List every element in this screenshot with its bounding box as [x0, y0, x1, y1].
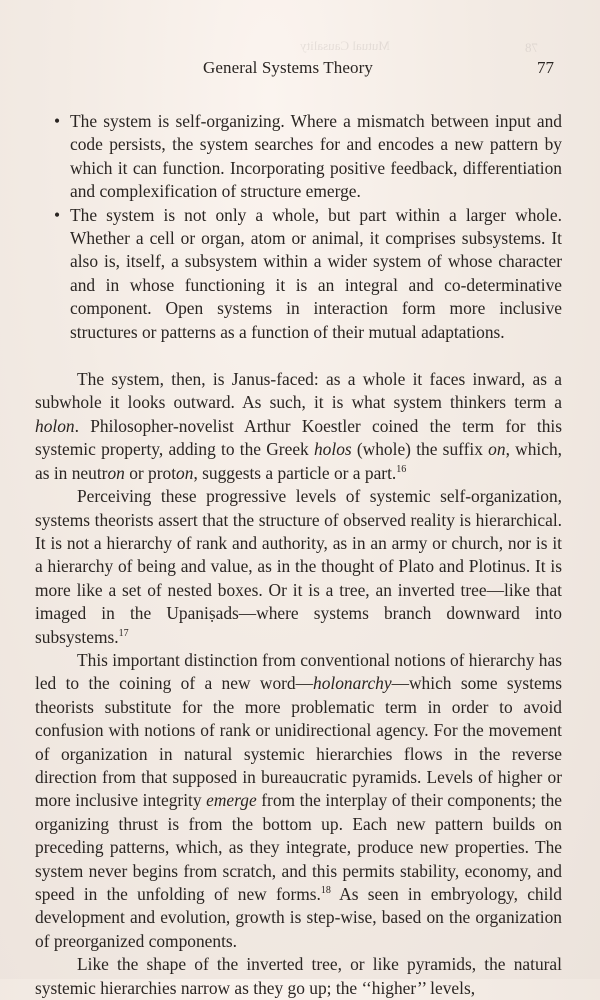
italic-term-on: on: [176, 462, 194, 483]
paragraph-hierarchical: [35, 485, 562, 649]
bullet-text: The system is self-organizing. Where a mismatch between input and code persists, the system searches for and encodes a new pattern by which it can function. Incorporating positive feedback, differentiation and complexification of structure emerge.: [70, 111, 562, 202]
footnote-ref-17: 17: [118, 627, 129, 639]
text-run: —which some systems theorists substitute for the more problematic term in order to avoid confusion with notions of rank or unidirectional agency. For the movement of organization in natural systemic hierarchies flows in the reverse direction from that supposed in bureaucratic pyramids. Levels of higher or more inclusive integrity: [35, 673, 562, 811]
italic-term-holos: holos: [313, 439, 352, 460]
footnote-ref-18: 18: [320, 885, 331, 896]
text-run: . Philosopher-novelist Arthur Koestler coined the term for this systemic property, adding to the Greek: [35, 415, 562, 460]
text-run: , which, as in neutr: [35, 439, 562, 483]
bullet-text: The system is not only a whole, but part within a larger whole. Whether a cell or organ, atom or animal, it comprises subsystems. It also is, itself, a subsystem within a wider system of whose character and in whose functioning it is an integral and co-determinative component. Open systems in interaction form more inclusive structures or patterns as a function of their mutual adaptations.: [70, 204, 562, 342]
bullet-icon: •: [54, 111, 61, 131]
paragraph-holonarchy: [35, 649, 562, 953]
text-run: or prot: [124, 462, 177, 483]
italic-term-on: on: [488, 439, 506, 460]
bullet-item-part-within-whole: [35, 204, 562, 344]
text-run: (whole) the suffix: [351, 439, 489, 460]
paragraph-inverted-tree: [35, 953, 562, 1000]
page-body: [35, 110, 562, 1000]
text-run: The system, then, is Janus-faced: as a whole it faces inward, as a subwhole it looks outward. As such, it is what system thinkers term a: [35, 369, 562, 413]
bleed-through-running-title: Mutual Causality: [300, 38, 390, 53]
text-run: Like the shape of the inverted tree, or like pyramids, the natural systemic hierarchies narrow as they go up; the ‘‘higher’’ levels,: [35, 954, 562, 998]
italic-term-holonarchy: holonarchy: [313, 673, 392, 694]
bullet-list: [35, 110, 562, 344]
text-run: As seen in embryology, child development and evolution, growth is step-wise, based on the organization of preorganized components.: [35, 884, 562, 951]
italic-term-holon: holon: [35, 415, 75, 436]
italic-term-emerge: emerge: [206, 790, 257, 811]
running-title: General Systems Theory: [203, 58, 373, 77]
bullet-icon: •: [54, 204, 61, 225]
bleed-through-page-number: 78: [525, 40, 538, 55]
text-run: Perceiving these progressive levels of systemic self-organization, systems theorists assert that the structure of observed reality is hierarchical. It is not a hierarchy of rank and authority, as in an army or church, nor is it a hierarchy of being and value, as in the thought of Plato and Plotinus. It is more like a set of nested boxes. Or it is a tree, an inverted tree—like that imaged in the Upaniṣads—where systems branch downward into subsystems.: [35, 486, 562, 647]
bullet-item-self-organizing: [35, 110, 562, 204]
text-run: , suggests a particle or a part.: [193, 462, 397, 483]
page-number: 77: [537, 58, 554, 77]
text-run: from the interplay of their components; the organizing thrust is from the bottom up. Each new pattern builds on preceding patterns, which, as they integrate, produce new properties. The system never begins from scratch, and this permits stability, economy, and speed in the unfolding of new forms.: [35, 790, 562, 904]
footnote-ref-16: 16: [396, 463, 407, 475]
italic-term-on: on: [107, 462, 125, 483]
text-run: This important distinction from conventional notions of hierarchy has led to the coining of a new word—: [35, 649, 562, 694]
running-head: [0, 58, 600, 82]
paragraph-janus-faced: [35, 368, 562, 485]
